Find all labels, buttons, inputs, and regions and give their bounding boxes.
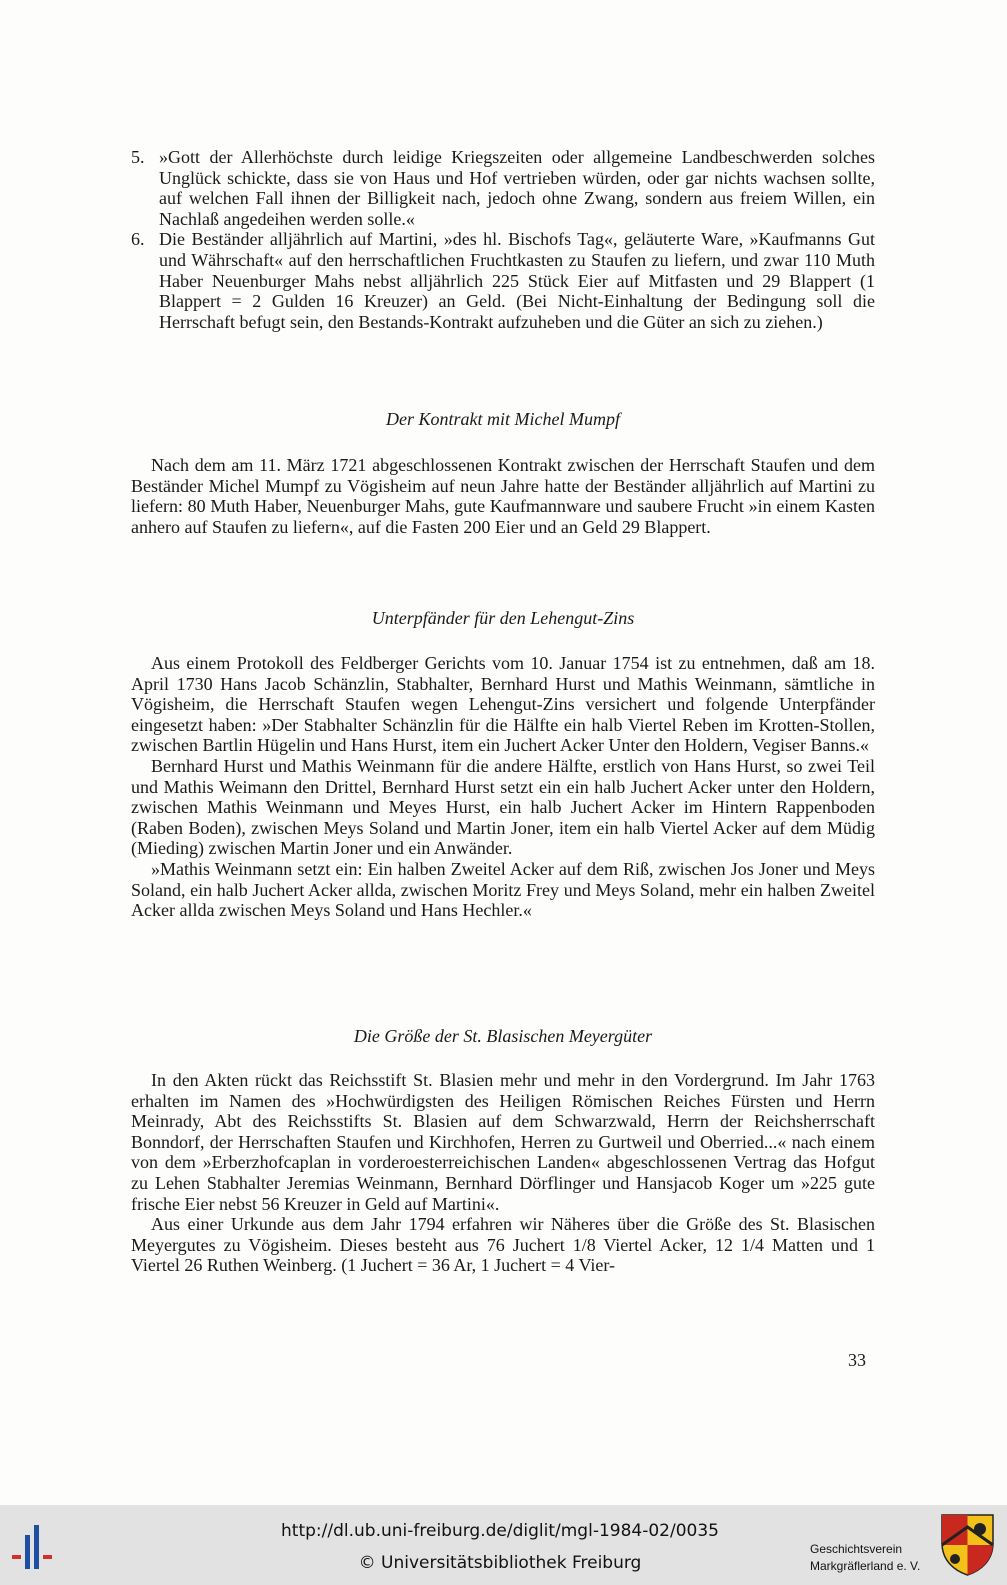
section-body-unterpfaender [131, 653, 875, 921]
verein-label [810, 1541, 920, 1575]
list-item-6 [131, 229, 875, 332]
paragraph: Nach dem am 11. März 1721 abgeschlossenen Kontrakt zwischen der Herrschaft Staufen und dem Beständer Michel Mumpf zu Vögisheim auf neun Jahre hatte der Beständer alljährlich auf Martini zu liefern: 80 Muth Haber, Neuenburger Mahs, gute Kaufmannware und saubere Frucht »in einem Kasten anhero auf Staufen zu liefern«, auf die Fasten 200 Eier und an Geld 29 Blappert. [131, 455, 875, 537]
section-title-kontrakt: Der Kontrakt mit Michel Mumpf [386, 409, 620, 429]
paragraph: Aus einem Protokoll des Feldberger Gerichts vom 10. Januar 1754 ist zu entnehmen, daß am 18. April 1730 Hans Jacob Schänzlin, Stabhalter, Bernhard Hurst und Mathis Weinmann, sämtliche in Vögisheim, die Herrschaft Staufen wegen Lehengut-Zins versichert und folgende Unterpfänder eingesetzt haben: »Der Stabhalter Schänzlin für die Hälfte ein halb Viertel Reben im Krotten-Stollen, zwischen Bartlin Hügelin und Hans Hurst, item ein Juchert Acker Unter den Holdern, Vegiser Banns.« [131, 653, 875, 756]
paragraph: »Mathis Weinmann setzt ein: Ein halben Zweitel Acker auf dem Riß, zwischen Jos Joner und Meys Soland, ein halb Juchert Acker allda, zwischen Moritz Frey und Meys Soland, mehr ein halben Zweitel Acker allda zwischen Meys Soland und Hans Hechler.« [131, 858, 875, 921]
list-item-text: Die Beständer alljährlich auf Martini, »des hl. Bischofs Tag«, geläuterte Ware, »Kaufmanns Gut und Währschaft« auf den herrschaftlichen Fruchtkasten zu Staufen zu liefern, und zwar 110 Muth Haber Neuenburger Mahs nebst alljährlich 225 Stück Eier auf Mitfasten und 29 Blappert (1 Blappert = 2 Gulden 16 Kreuzer) an Geld. (Bei Nicht-Einhaltung der Bedingung soll die Herrschaft befugt sein, den Bestands-Kontrakt aufzuheben und die Güter an sich zu ziehen.) [159, 229, 875, 332]
section-title-unterpfaender: Unterpfänder für den Lehengut-Zins [371, 608, 635, 628]
section-body-kontrakt [131, 455, 875, 537]
library-logo-icon [10, 1525, 65, 1570]
numbered-list [131, 147, 875, 332]
verein-line: Markgräflerland e. V. [810, 1559, 921, 1573]
section-title-meyergueter: Die Größe der St. Blasischen Meyergüter [353, 1026, 653, 1046]
list-number: 6. [131, 229, 145, 250]
paragraph: Bernhard Hurst und Mathis Weinmann für die andere Hälfte, erstlich von Hans Hurst, so zwei Teil und Mathis Weimann den Drittel, Bernhard Hurst setzt ein ein halb Juchert Acker unter den Holdern, zwischen Mathis Weinmann und Meyes Hurst, ein halb Juchert Acker im Hintern Rappenboden (Raben Boden), zwischen Meys Soland und Martin Joner, item ein halb Viertel Acker auf dem Müdig (Mieding) zwischen Martin Joner und ein Anwänder. [131, 755, 875, 859]
footer-bar [0, 1505, 1007, 1585]
section-body-meyergueter [131, 1070, 875, 1276]
paragraph: Aus einer Urkunde aus dem Jahr 1794 erfahren wir Näheres über die Größe des St. Blasischen Meyergutes zu Vögisheim. Dieses besteht aus 76 Juchert 1/8 Viertel Acker, 12 1/4 Matten und 1 Viertel 26 Ruthen Weinberg. (1 Juchert = 36 Ar, 1 Juchert = 4 Vier- [131, 1214, 875, 1276]
verein-line: Geschichtsverein [810, 1542, 903, 1556]
list-item-5 [131, 147, 875, 229]
list-number: 5. [131, 147, 145, 167]
source-url-link[interactable]: http://dl.ub.uni-freiburg.de/diglit/mgl-1984-02/0035 [281, 1521, 719, 1541]
page-number: 33 [848, 1350, 866, 1370]
copyright-text: © Universitätsbibliothek Freiburg [358, 1553, 642, 1573]
list-item-text: »Gott der Allerhöchste durch leidige Kriegszeiten oder allgemeine Landbeschwerden solches Unglück schickte, dass sie von Haus und Hof vertrieben würden, oder gar nichts wachsen sollte, auf welchen Fall ihnen der Billigkeit nach, jedoch ohne Zwang, sondern aus freiem Willen, ein Nachlaß angedeihen werden solle.« [159, 147, 875, 229]
paragraph: In den Akten rückt das Reichsstift St. Blasien mehr und mehr in den Vordergrund. Im Jahr 1763 erhalten im Namen des »Hochwürdigsten des Heiligen Römischen Reiches Fürsten und Herrn Meinrady, Abt des Reichsstifts St. Blasien auf dem Schwarzwald, Herrn der Reichsherrschaft Bonndorf, der Herrschaften Staufen und Kirchhofen, Herren zu Gurtweil und Oberried...« nach einem von dem »Erberzhofcaplan in vorderoesterreichischen Landen« abgeschlossenen Vertrag das Hofgut zu Lehen Stabhalter Jeremias Weinmann, Bernhard Dörflinger und Hansjacob Koger um »225 gute frische Eier nebst 56 Kreuzer in Geld auf Martini«. [131, 1070, 875, 1214]
coat-of-arms-icon [940, 1513, 995, 1577]
